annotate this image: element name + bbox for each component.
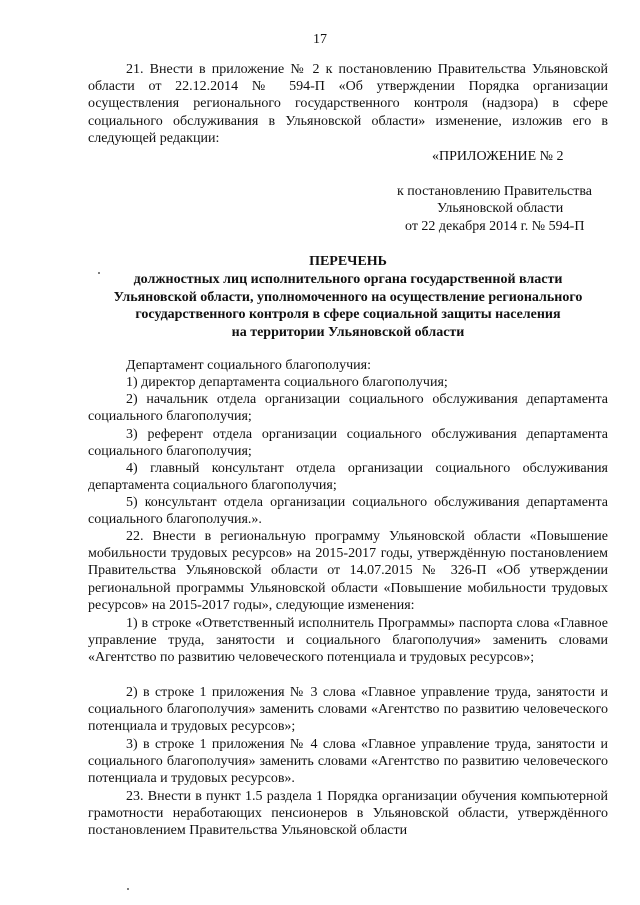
paragraph-22: 22. Внести в региональную программу Ульяновской области «Повышение мобильности трудовых ресурсов» на 2015-2017 годы, утверждённую постановлением Правительства Ульяновской области от 14.07.2015 № 326-П «Об утверждении региональной программы Ульяновской области «Повышение мобильности трудовых ресурсов» на 2015-2017 годы», следующие изменения: [88,529,608,613]
paragraph-22-item-2: 2) в строке 1 приложения № 3 слова «Главное управление труда, занятости и социального благополучия» заменить словами «Агентство по развитию человеческого потенциала и трудовых ресурсов»; [88,685,608,735]
appendix-line-1: к постановлению Правительства [397,184,593,199]
list-item-1: 1) директор департамента социального благополучия; [126,375,448,390]
list-subtitle-line-3: государственного контроля в сфере социальной защиты населения [135,307,561,322]
page-number: 17 [313,32,327,47]
appendix-line-3: от 22 декабря 2014 г. № 594-П [405,219,585,234]
paragraph-22-item-1: 1) в строке «Ответственный исполнитель Программы» паспорта слова «Главное управление труда, занятости и социального благополучия» заменить словами «Агентство по развитию человеческого потенциала и трудовых ресурсов»; [88,616,608,666]
scan-speck [127,888,129,890]
list-item-5: 5) консультант отдела организации социального обслуживания департамента социального благополучия.». [88,495,608,528]
appendix-line-2: Ульяновской области [437,201,564,216]
list-item-3: 3) референт отдела организации социального обслуживания департамента социального благополучия; [88,427,608,460]
list-heading: ПЕРЕЧЕНЬ [309,254,387,269]
list-subtitle-line-1: должностных лиц исполнительного органа государственной власти [133,272,563,287]
paragraph-23: 23. Внести в пункт 1.5 раздела 1 Порядка организации обучения компьютерной грамотности неработающих пенсионеров в Ульяновской области, утверждённого постановлением Правительства Ульяновской области [88,789,608,839]
paragraph-22-item-3: 3) в строке 1 приложения № 4 слова «Главное управление труда, занятости и социального благополучия» заменить словами «Агентство по развитию человеческого потенциала и трудовых ресурсов». [88,737,608,787]
list-subtitle-line-2: Ульяновской области, уполномоченного на осуществление регионального [113,290,583,305]
department-label: Департамент социального благополучия: [126,358,371,373]
scan-speck [98,272,100,274]
list-item-4: 4) главный консультант отдела организации социального обслуживания департамента социального благополучия; [88,461,608,494]
appendix-label: «ПРИЛОЖЕНИЕ № 2 [432,149,564,164]
list-subtitle-line-4: на территории Ульяновской области [231,325,465,340]
paragraph-21: 21. Внести в приложение № 2 к постановлению Правительства Ульяновской области от 22.12.2014 № 594-П «Об утверждении Порядка организации осуществления регионального государственного контроля (надзора) в сфере социального обслуживания в Ульяновской области» изменение, изложив его в следующей редакции: [88,62,608,146]
list-item-2: 2) начальник отдела организации социального обслуживания департамента социального благополучия; [88,392,608,425]
